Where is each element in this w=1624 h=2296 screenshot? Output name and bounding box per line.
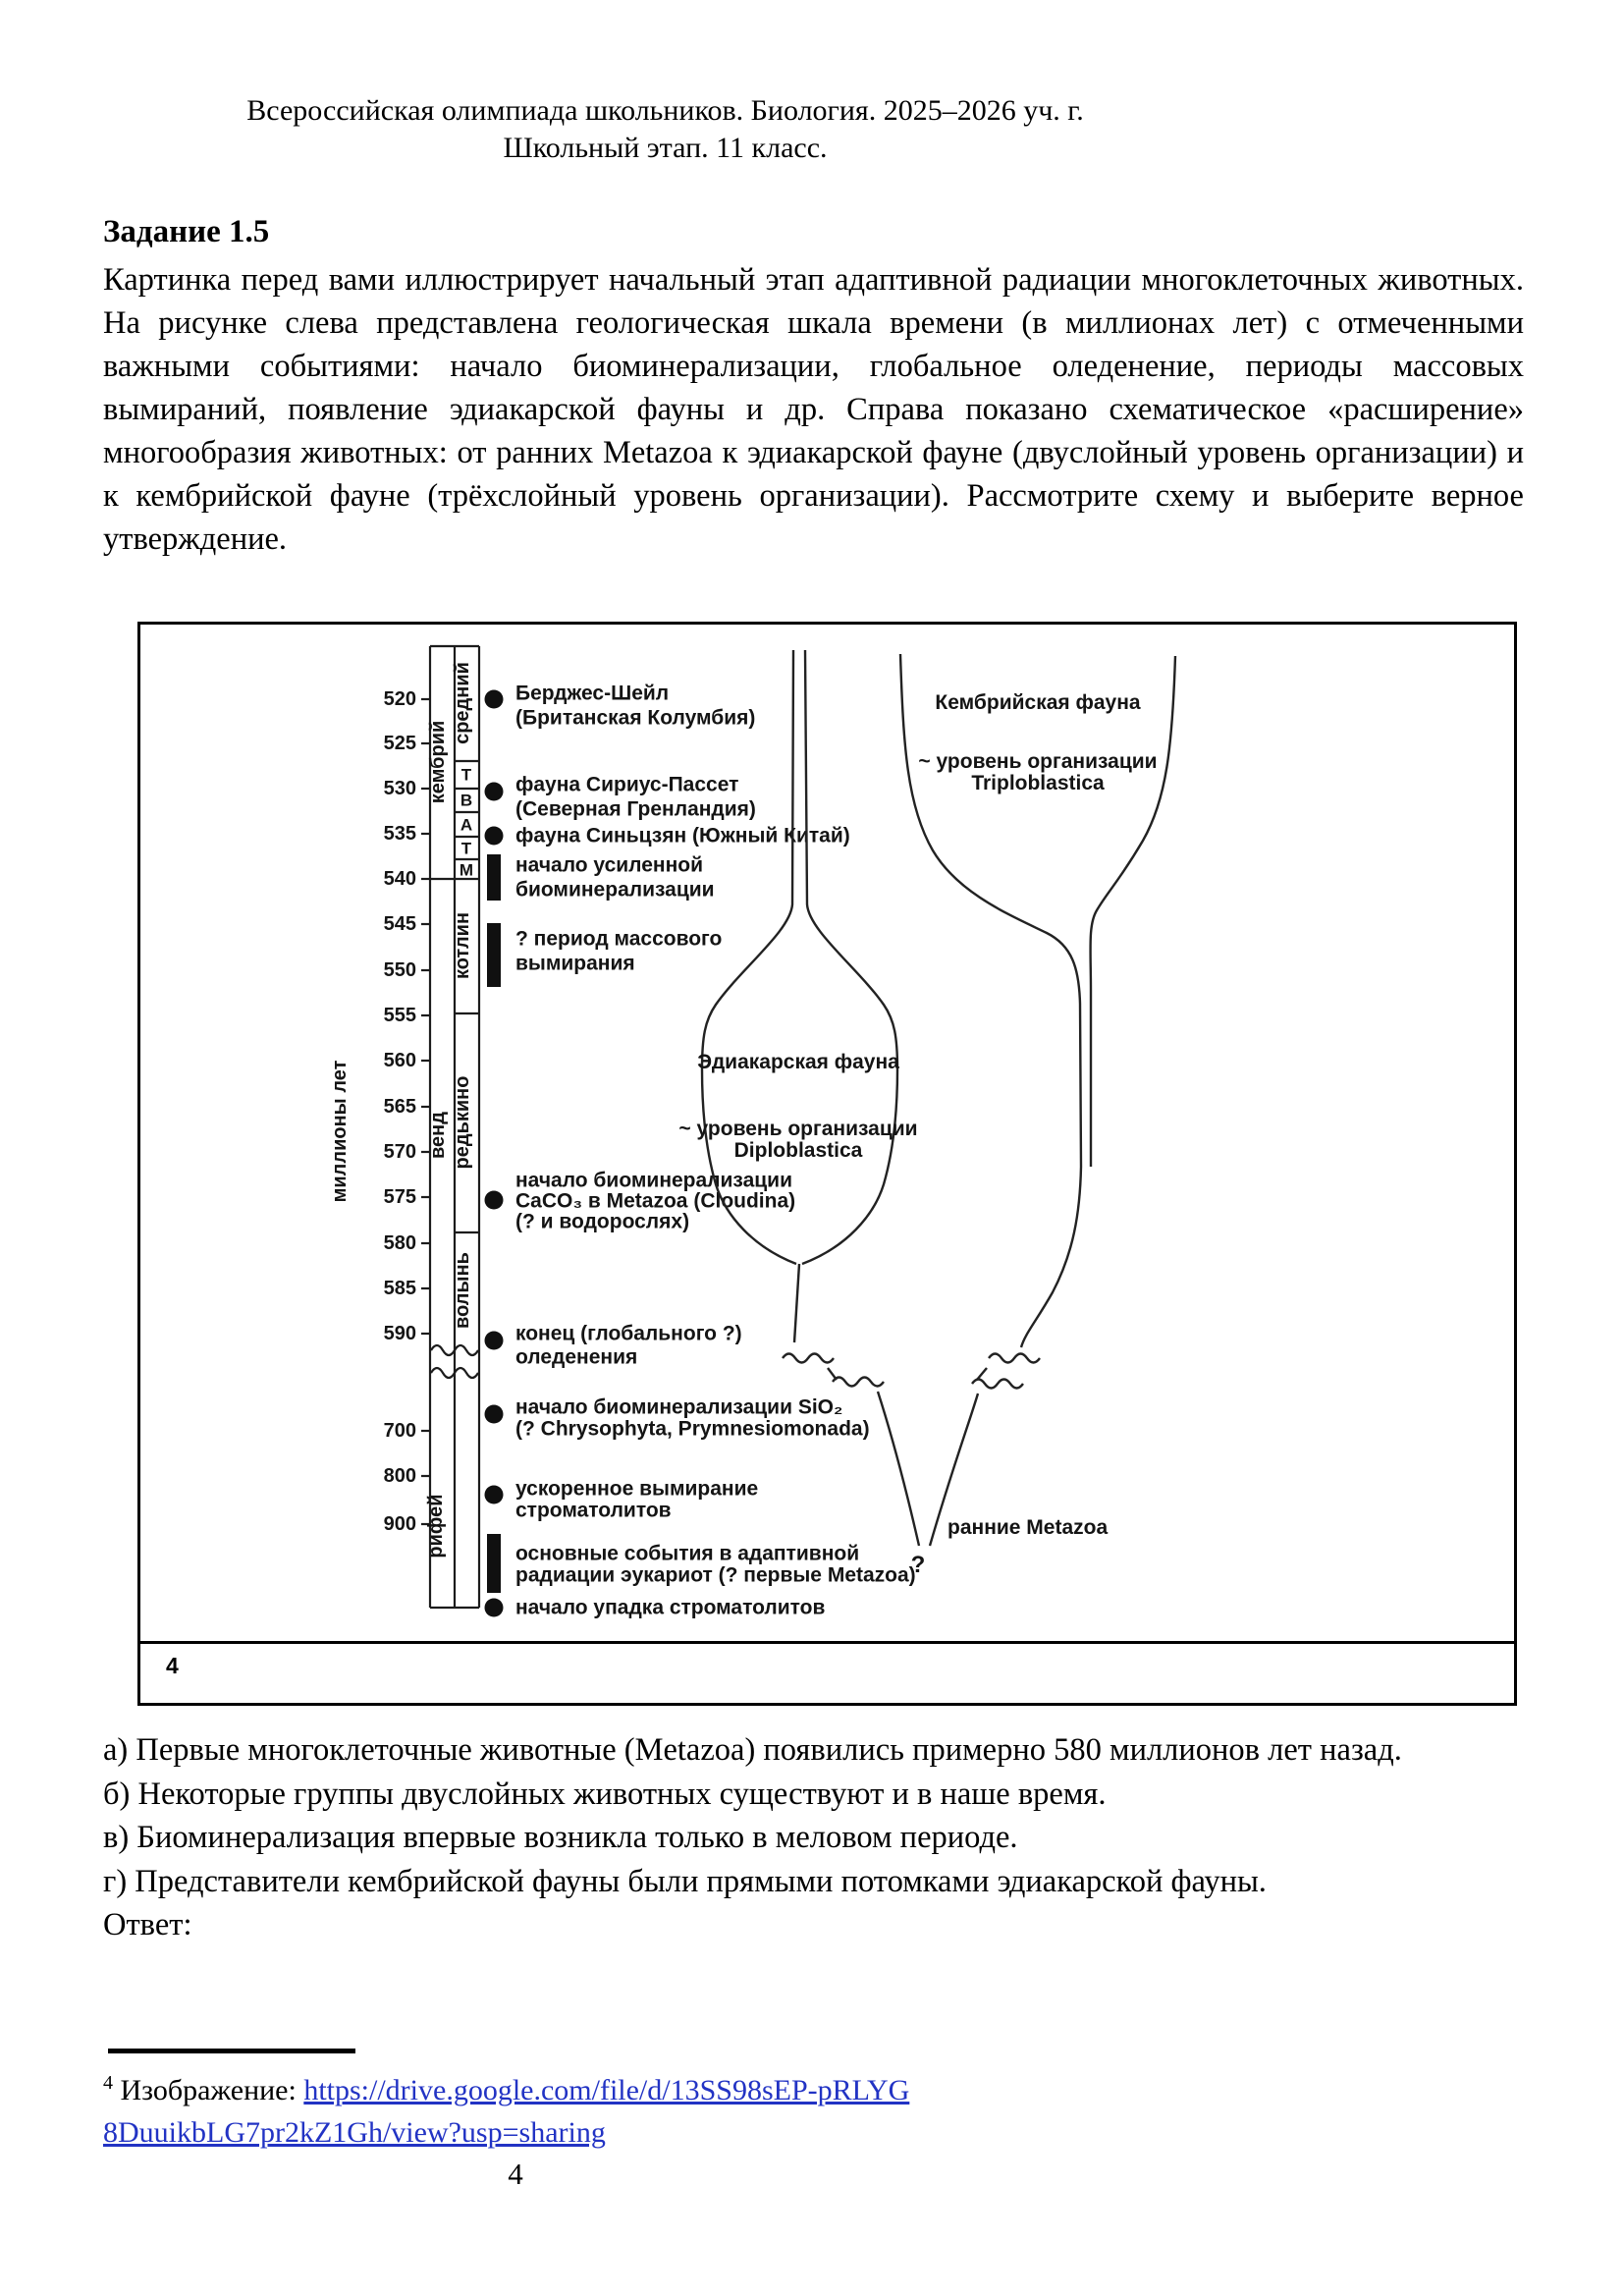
footnote-separator: [108, 2049, 355, 2053]
origin-question-mark: ?: [910, 1552, 926, 1578]
tick-label: 580: [383, 1232, 416, 1254]
lineage-wave: [833, 1378, 884, 1387]
event-dot: [485, 1332, 504, 1350]
ediacaran-root: [878, 1392, 919, 1546]
page-header: [103, 92, 1227, 167]
answer-options: [103, 1728, 1525, 1947]
tick-label: 590: [383, 1323, 416, 1344]
figure-frame: [137, 622, 1517, 1706]
axis-label: миллионы лет: [329, 1060, 351, 1203]
answer-label: Ответ:: [103, 1907, 192, 1942]
event-label: начало биоминерализации SiO₂: [515, 1395, 843, 1419]
geological-timescale-diagram: [140, 625, 1514, 1641]
event-label: (Северная Гренландия): [515, 797, 756, 821]
stage-cell-m: М: [459, 860, 474, 880]
stage-cell-t2: Т: [460, 839, 472, 858]
lineage-wave: [783, 1354, 834, 1363]
footnote-marker: 4: [103, 2072, 113, 2094]
stage-cell-a: А: [460, 815, 473, 835]
option-b: б) Некоторые группы двуслойных животных существуют и в наше время.: [103, 1776, 1107, 1812]
tick-label: 545: [383, 913, 416, 935]
era-label-vend: венд: [427, 1112, 449, 1159]
event-label: (? и водорослях): [515, 1210, 690, 1233]
footnote-label: Изображение:: [120, 2074, 297, 2106]
early-metazoa-label: ранние Metazoa: [947, 1516, 1109, 1539]
event-dot: [485, 1191, 504, 1210]
ediacaran-stem: [794, 1264, 799, 1342]
event-label: CaCO₃ в Metazoa (Cloudina): [515, 1189, 796, 1213]
event-bar: [487, 1534, 501, 1593]
tick-label: 900: [383, 1513, 416, 1535]
event-dot: [485, 690, 504, 709]
tick-label: 700: [383, 1420, 416, 1442]
header-line-1: Всероссийская олимпиада школьников. Биология. 2025–2026 уч. г.: [246, 94, 1084, 127]
cambrian-fauna-title: Кембрийская фауна: [935, 691, 1141, 714]
event-label: ускоренное вымирание: [515, 1477, 759, 1501]
event-label: начало биоминерализации: [515, 1169, 793, 1192]
event-label: строматолитов: [515, 1499, 672, 1522]
task-block: [103, 214, 1524, 561]
tick-label: 565: [383, 1096, 416, 1118]
task-title: Задание 1.5: [103, 214, 270, 249]
cambrian-fauna-subtitle: Triploblastica: [971, 772, 1105, 794]
event-label: конец (глобального ?): [515, 1322, 742, 1345]
event-dot: [485, 783, 504, 801]
tick-label: 520: [383, 688, 416, 710]
tick-label: 525: [383, 733, 416, 754]
event-label: основные события в адаптивной: [515, 1542, 860, 1565]
footnote-link[interactable]: https://drive.google.com/file/d/13SS98sEP-pRLYG8DuuikbLG7pr2kZ1Gh/view?usp=sharing: [103, 2074, 910, 2149]
event-markers: [485, 690, 504, 1617]
stage-label-middle: средний: [452, 662, 473, 744]
event-bar: [487, 854, 501, 901]
figure-caption-divider: [140, 1641, 1514, 1644]
tick-label: 575: [383, 1186, 416, 1208]
event-dot: [485, 827, 504, 846]
ediacaran-fauna-title: Эдиакарская фауна: [697, 1051, 899, 1073]
stage-label-kotlin: котлин: [452, 911, 473, 980]
option-v: в) Биоминерализация впервые возникла только в меловом периоде.: [103, 1820, 1018, 1855]
lineage-wave: [989, 1354, 1040, 1363]
footnote: [103, 2062, 918, 2154]
stage-cell-b: В: [460, 791, 473, 810]
cambrian-stem: [1021, 1167, 1081, 1347]
figure-footnote-number: 4: [166, 1653, 179, 1678]
event-label: фауна Сириус-Пассет: [515, 773, 739, 796]
ediacaran-fauna-outline: [802, 650, 897, 1264]
event-dot: [485, 1405, 504, 1424]
ediacaran-fauna-subtitle: ~ уровень организации: [678, 1118, 918, 1140]
stage-cell-t: Т: [460, 765, 472, 785]
tick-label: 585: [383, 1278, 416, 1299]
tick-label: 800: [383, 1465, 416, 1487]
stage-label-volyn: волынь: [452, 1252, 473, 1329]
cambrian-fauna-outline: [1091, 656, 1175, 1167]
tick-label: 530: [383, 778, 416, 799]
tick-label: 555: [383, 1005, 416, 1026]
tick-label: 535: [383, 823, 416, 845]
event-label: начало усиленной: [515, 853, 704, 877]
cambrian-fauna-outline: [900, 654, 1081, 1167]
ediacaran-fauna-subtitle: Diploblastica: [733, 1139, 863, 1162]
tick-label: 540: [383, 868, 416, 890]
tick-label: 570: [383, 1141, 416, 1163]
event-label: Берджес-Шейл: [515, 682, 670, 705]
cambrian-fauna-subtitle: ~ уровень организации: [918, 750, 1158, 773]
lineage-dash: [977, 1368, 987, 1380]
event-label: фауна Синьцзян (Южный Китай): [515, 824, 850, 847]
axis-tick-labels: [384, 688, 416, 1535]
event-dot: [485, 1486, 504, 1504]
event-label: биоминерализации: [515, 878, 715, 902]
header-line-2: Школьный этап. 11 класс.: [503, 132, 828, 164]
era-label-riphean: рифей: [425, 1494, 447, 1558]
event-bar: [487, 923, 501, 987]
event-label: оледенения: [515, 1345, 638, 1369]
event-label: (Британская Колумбия): [515, 706, 756, 730]
tick-label: 560: [383, 1050, 416, 1071]
event-dot: [485, 1599, 504, 1617]
event-label: радиации эукариот (? первые Metazoa): [515, 1563, 916, 1587]
event-label: (? Chrysophyta, Prymnesiomonada): [515, 1417, 870, 1441]
task-description: Картинка перед вами иллюстрирует начальный этап адаптивной радиации многоклеточных животных. На рисунке слева представлена геологическая шкала времени (в миллионах лет) с отмеченными важными событиями: начало биоминерализации, глобальное оледенение, периоды массовых вымираний, появление эдиакарской фауны и др. Справа показано схематическое «расширение» многообразия животных: от ранних Metazoa к эдиакарской фауне (двуслойный уровень организации) и к кембрийской фауне (трёхслойный уровень организации). Рассмотрите схему и выберите верное утверждение.: [103, 262, 1524, 557]
event-label: вымирания: [515, 952, 635, 975]
stage-label-redkino: редькино: [452, 1075, 473, 1170]
era-label-cambrian: кембрий: [427, 720, 449, 804]
option-g: г) Представители кембрийской фауны были прямыми потомками эдиакарской фауны.: [103, 1863, 1267, 1899]
event-label: ? период массового: [515, 927, 723, 951]
lineage-wave: [972, 1380, 1023, 1389]
option-a: а) Первые многоклеточные животные (Metazoa) появились примерно 580 миллионов лет назад.: [103, 1732, 1402, 1768]
axis-ticks: [421, 699, 430, 1524]
tick-label: 550: [383, 959, 416, 981]
event-label: начало упадка строматолитов: [515, 1596, 826, 1619]
page-number: 4: [508, 2157, 523, 2191]
